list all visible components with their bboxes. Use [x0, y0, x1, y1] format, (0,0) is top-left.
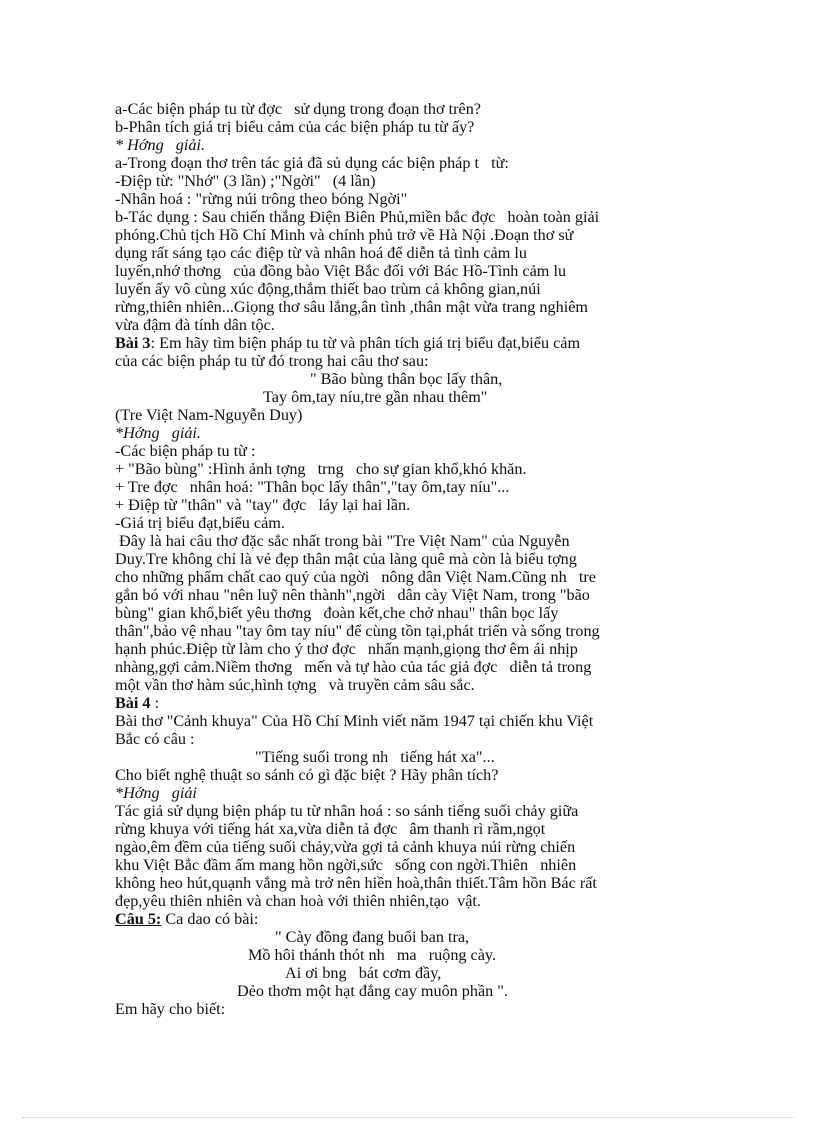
line-text: khu Việt Bắc đầm ấm mang hồn ngời,sức sống con ngời.Thiên nhiên: [115, 856, 577, 874]
text-line: [115, 154, 685, 172]
text-line: [115, 694, 685, 712]
text-line: [115, 532, 685, 550]
line-text: Tác giả sử dụng biện pháp tu từ nhân hoá : so sánh tiếng suối chảy giữa: [115, 802, 579, 820]
line-text: vừa đậm đà tính dân tộc.: [115, 316, 275, 334]
line-text: Mồ hôi thánh thót nh ma ruộng cày.: [248, 946, 497, 964]
line-text: phóng.Chủ tịch Hồ Chí Minh và chính phủ trở về Hà Nội .Đoạn thơ sử: [115, 226, 574, 244]
line-text: Tay ôm,tay níu,tre gần nhau thêm": [263, 388, 488, 406]
section-label: Bài 4: [115, 694, 151, 712]
text-line: [115, 640, 685, 658]
text-line: [115, 1000, 685, 1018]
line-text: luyến ấy vô cùng xúc động,thắm thiết bao trùm cả không gian,núi: [115, 280, 541, 298]
line-text: : Em hãy tìm biện pháp tu từ và phân tích giá trị biểu đạt,biểu cảm: [150, 334, 581, 352]
text-line: [115, 298, 685, 316]
text-line: [115, 766, 685, 784]
line-text: rừng,thiên nhiên...Giọng thơ sâu lắng,ân tình ,thân mật vừa trang nghiêm: [115, 298, 588, 316]
text-line: [115, 442, 685, 460]
line-text: -Nhân hoá : "rừng núi trông theo bóng Ngời": [115, 190, 408, 208]
text-line: [115, 514, 685, 532]
text-line: [115, 496, 685, 514]
text-line: [115, 748, 685, 766]
line-text: bùng" gian khổ,biết yêu thơng đoàn kết,che chở nhau" thân bọc lấy: [115, 604, 559, 622]
line-text: cho những phẩm chất cao quý của ngời nông dân Việt Nam.Cũng nh tre: [115, 568, 596, 586]
line-text: Đây là hai câu thơ đặc sắc nhất trong bài "Tre Việt Nam" của Nguyễn: [115, 532, 570, 550]
section-label: Câu 5:: [115, 910, 162, 928]
text-line: [115, 136, 685, 154]
line-text: Bắc có câu :: [115, 730, 195, 748]
text-line: [115, 208, 685, 226]
line-text: " Cày đồng đang buổi ban tra,: [275, 928, 470, 946]
text-line: [115, 280, 685, 298]
line-text: không heo hút,quạnh vắng mà trở nên hiền hoà,thân thiết.Tâm hồn Bác rất: [115, 874, 597, 892]
text-line: [115, 568, 685, 586]
document-body: [115, 100, 685, 1018]
text-line: [115, 172, 685, 190]
section-label: Bài 3: [115, 334, 151, 352]
text-line: [115, 244, 685, 262]
line-text: -Các biện pháp tu từ :: [115, 442, 256, 460]
line-text: + Tre đợc nhân hoá: "Thân bọc lấy thân","tay ôm,tay níu"...: [115, 478, 510, 496]
text-line: [115, 604, 685, 622]
line-text: Ai ơi bng bát cơm đầy,: [285, 964, 442, 982]
text-line: [115, 820, 685, 838]
line-text: + "Bão bùng" :Hình ảnh tợng trng cho sự gian khổ,khó khăn.: [115, 460, 527, 478]
text-line: [115, 226, 685, 244]
text-line: [115, 784, 685, 802]
line-text: + Điệp từ "thân" và "tay" đợc láy lại hai lần.: [115, 496, 411, 514]
text-line: [115, 838, 685, 856]
text-line: [115, 190, 685, 208]
text-line: [115, 712, 685, 730]
line-text: một vần thơ hàm súc,hình tợng và truyền cảm sâu sắc.: [115, 676, 475, 694]
text-line: [115, 118, 685, 136]
line-text: gắn bó với nhau "nên luỹ nên thành",ngời dân cày Việt Nam, trong "bão: [115, 586, 590, 604]
text-line: [115, 964, 685, 982]
text-line: [115, 856, 685, 874]
text-line: [115, 982, 685, 1000]
line-text: * Hớng giải.: [115, 136, 206, 154]
line-text: Bài thơ "Cảnh khuya" Của Hồ Chí Minh viết năm 1947 tại chiến khu Việt: [115, 712, 594, 730]
line-text: "Tiếng suối trong nh tiếng hát xa"...: [255, 748, 495, 766]
text-line: [115, 406, 685, 424]
text-line: [115, 478, 685, 496]
line-text: (Tre Việt Nam-Nguyễn Duy): [115, 406, 303, 424]
page-bottom-rule: [22, 1117, 794, 1118]
text-line: [115, 100, 685, 118]
line-text: :: [150, 694, 160, 712]
line-text: rừng khuya với tiếng hát xa,vừa diễn tả đợc âm thanh rì rầm,ngọt: [115, 820, 546, 838]
line-text: b-Phân tích giá trị biểu cảm của các biện pháp tu từ ấy?: [115, 118, 475, 136]
line-text: Dẻo thơm một hạt đắng cay muôn phần ".: [237, 982, 508, 1000]
line-text: đẹp,yêu thiên nhiên và chan hoà với thiên nhiên,tạo vật.: [115, 892, 481, 910]
text-line: [115, 622, 685, 640]
line-text: Ca dao có bài:: [161, 910, 259, 928]
line-text: a-Các biện pháp tu từ đợc sử dụng trong đoạn thơ trên?: [115, 100, 481, 118]
line-text: " Bão bùng thân bọc lấy thân,: [310, 370, 503, 388]
text-line: [115, 676, 685, 694]
line-text: thân",bảo vệ nhau "tay ôm tay níu" để cùng tồn tại,phát triển và sống trong: [115, 622, 600, 640]
line-text: *Hớng giải: [115, 784, 197, 802]
line-text: *Hớng giải.: [115, 424, 201, 442]
line-text: -Điệp từ: "Nhớ" (3 lần) ;"Ngời" (4 lần): [115, 172, 376, 190]
text-line: [115, 424, 685, 442]
text-line: [115, 460, 685, 478]
text-line: [115, 586, 685, 604]
line-text: Cho biết nghệ thuật so sánh có gì đặc biệt ? Hãy phân tích?: [115, 766, 499, 784]
text-line: [115, 316, 685, 334]
line-text: hạnh phúc.Điệp từ làm cho ý thơ đợc nhấn mạnh,giọng thơ êm ái nhịp: [115, 640, 578, 658]
text-line: [115, 802, 685, 820]
text-line: [115, 370, 685, 388]
line-text: -Giá trị biểu đạt,biểu cảm.: [115, 514, 285, 532]
line-text: ngào,êm đềm của tiếng suối chảy,vừa gợi tả cảnh khuya núi rừng chiến: [115, 838, 576, 856]
text-line: [115, 262, 685, 280]
text-line: [115, 388, 685, 406]
text-line: [115, 334, 685, 352]
line-text: Duy.Tre không chỉ là vẻ đẹp thân mật của làng quê mà còn là biểu tợng: [115, 550, 577, 568]
text-line: [115, 910, 685, 928]
text-line: [115, 946, 685, 964]
text-line: [115, 730, 685, 748]
line-text: b-Tác dụng : Sau chiến thắng Điện Biên Phủ,miền bắc đợc hoàn toàn giải: [115, 208, 600, 226]
text-line: [115, 658, 685, 676]
text-line: [115, 874, 685, 892]
line-text: Em hãy cho biết:: [115, 1000, 226, 1018]
text-line: [115, 550, 685, 568]
text-line: [115, 928, 685, 946]
text-line: [115, 352, 685, 370]
line-text: dụng rất sáng tạo các điệp từ và nhân hoá để diễn tả tình cảm lu: [115, 244, 527, 262]
line-text: a-Trong đoạn thơ trên tác giả đã sủ dụng các biện pháp t từ:: [115, 154, 509, 172]
line-text: của các biện pháp tu từ đó trong hai câu thơ sau:: [115, 352, 429, 370]
line-text: nhàng,gợi cảm.Niềm thơng mến và tự hào của tác giả đợc diễn tả trong: [115, 658, 592, 676]
line-text: luyến,nhớ thơng của đồng bào Việt Bắc đối với Bác Hồ-Tình cảm lu: [115, 262, 567, 280]
text-line: [115, 892, 685, 910]
